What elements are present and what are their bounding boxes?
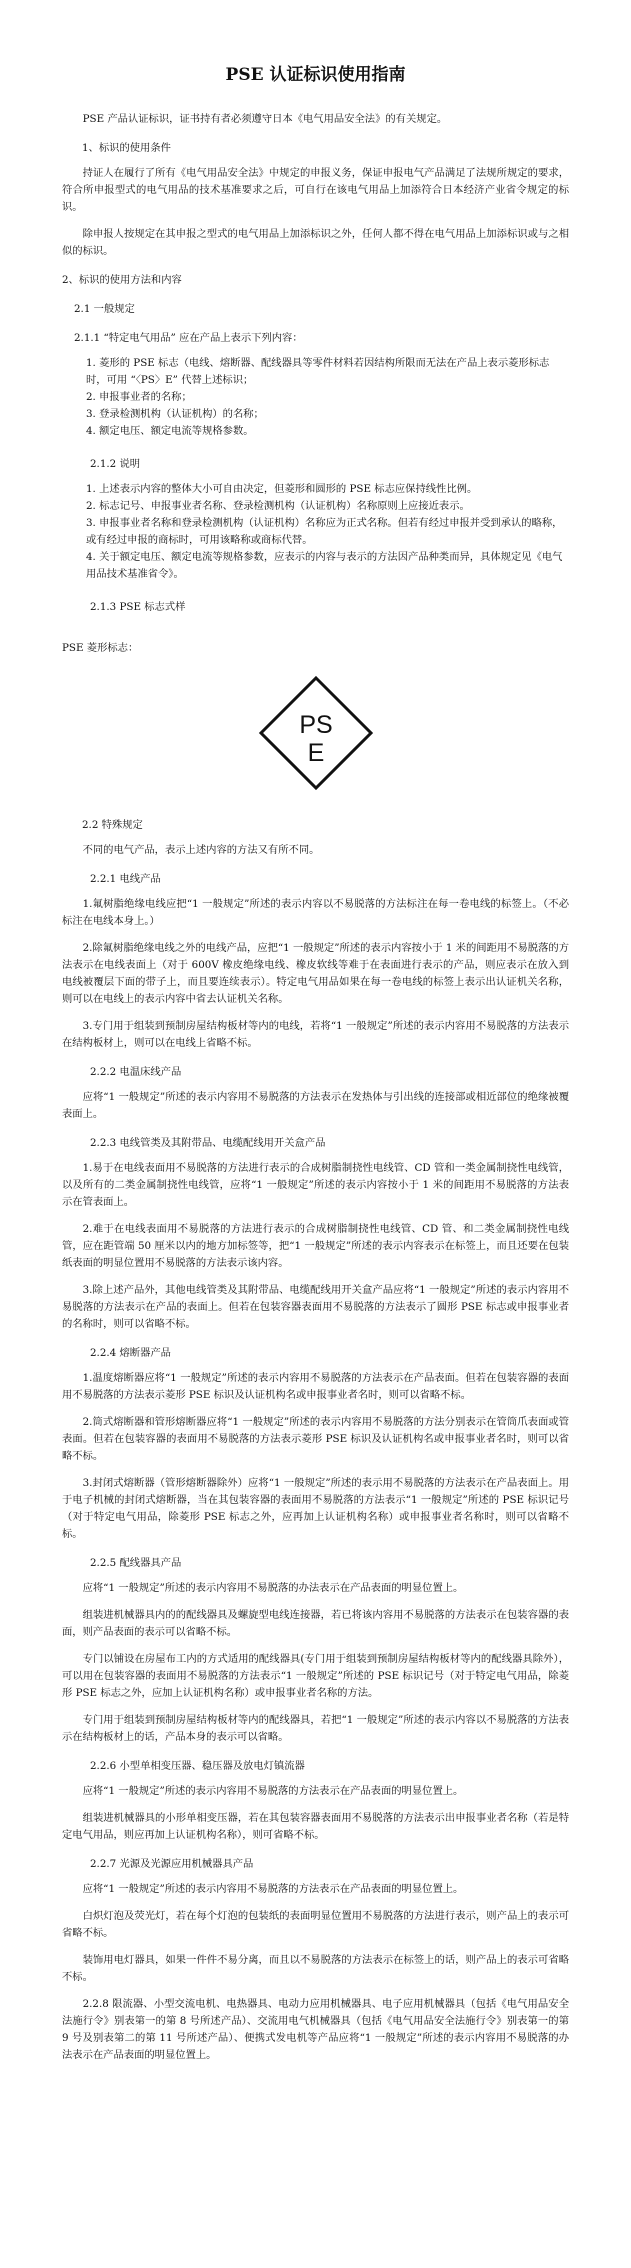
paragraph: 1.氟树脂绝缘电线应把“1 一般规定”所述的表示内容以不易脱落的方法标注在每一卷电线的标签上。（不必标注在电线本身上。）	[62, 898, 569, 927]
document-body	[62, 111, 569, 2064]
pse-diamond-icon	[258, 675, 374, 791]
paragraph: 2.筒式熔断器和管形熔断器应将“1 一般规定”所述的表示内容用不易脱落的方法分别表示在管筒爪表面或管表面。但若在包装容器的表面用不易脱落的方法表示菱形 PSE 标识及认证机构名或申报事业者名时，则可以省略不标。	[62, 1416, 569, 1462]
paragraph: 1.易于在电线表面用不易脱落的方法进行表示的合成树脂制挠性电线管、CD 管和一类金属制挠性电线管，以及所有的二类金属制挠性电线管，应将“1 一般规定”所述的表示内容按小于 1 米的间距用不易脱落的方法表示在管表面上。	[62, 1162, 569, 1208]
paragraph: 不同的电气产品，表示上述内容的方法又有所不同。	[82, 844, 320, 856]
list-item: 2. 申报事业者的名称；	[86, 391, 192, 403]
list-item: 1. 上述表示内容的整体大小可自由决定，但菱形和圆形的 PSE 标志应保持线性比例。	[86, 483, 478, 495]
paragraph: 应将“1 一般规定”所述的表示内容用不易脱落的办法表示在产品表面的明显位置上。	[82, 1582, 464, 1594]
paragraph: 3.专门用于组装到预制房屋结构板材等内的电线，若将“1 一般规定”所述的表示内容用不易脱落的方法表示在结构板材上，则可以在电线上省略不标。	[62, 1020, 569, 1049]
section-heading: 2.1.1 “特定电气用品” 应在产品上表示下列内容：	[74, 332, 303, 344]
paragraph: 应将“1 一般规定”所述的表示内容用不易脱落的方法表示在产品表面的明显位置上。	[82, 1785, 464, 1797]
paragraph: 除申报人按规定在其申报之型式的电气用品上加添标识之外，任何人都不得在电气用品上加添标识或与之相似的标识。	[62, 228, 569, 257]
section-heading: 2.2.2 电温床线产品	[90, 1066, 182, 1078]
list-item: 4. 额定电压、额定电流等规格参数。	[86, 425, 254, 437]
paragraph: 应将“1 一般规定”所述的表示内容用不易脱落的方法表示在发热体与引出线的连接部或相近部位的绝缘被覆表面上。	[62, 1091, 569, 1120]
section-heading: 2.1 一般规定	[74, 303, 135, 315]
paragraph: 3.除上述产品外，其他电线管类及其附带品、电缆配线用开关盒产品应将“1 一般规定”所述的表示内容用不易脱落的方法表示在产品的表面上。但若在包装容器表面用不易脱落的方法表示了圆形 PSE 标志或申报事业者的名称时，则可以省略不标。	[62, 1284, 569, 1330]
paragraph: 专门以铺设在房屋布工内的方式适用的配线器具(专门用于组装到预制房屋结构板材等内的配线器具除外），可以用在包装容器的表面用不易脱落的方法表示“1 一般规定”所述的 PSE 标识记号（对于特定电气用品，除菱形 PSE 标志之外，应加上认证机构名称）或申报事业者名称的方法。	[62, 1653, 569, 1699]
section-heading: 2.2 特殊规定	[82, 819, 143, 831]
section-heading: 2.1.3 PSE 标志式样	[90, 601, 186, 613]
spacer	[62, 583, 569, 587]
paragraph: 2.难于在电线表面用不易脱落的方法进行表示的合成树脂制挠性电线管、CD 管、和二类金属制挠性电线管，应在距管端 50 厘米以内的地方加标签等，把“1 一般规定”所述的表示内容表示在标签上，而且还要在包装纸表面的明显位置用不易脱落的方法表示该内容。	[62, 1223, 569, 1269]
section-heading: 2、标识的使用方法和内容	[62, 274, 182, 286]
paragraph: PSE 产品认证标识，证书持有者必须遵守日本《电气用品安全法》的有关规定。	[82, 113, 448, 125]
paragraph: 装饰用电灯器具，如果一件件不易分离，而且以不易脱落的方法表示在标签上的话，则产品上的表示可省略不标。	[62, 1954, 569, 1983]
pse-mark-line1: PS	[298, 711, 333, 739]
paragraph: 白炽灯泡及荧光灯，若在每个灯泡的包装纸的表面明显位置用不易脱落的方法进行表示，则产品上的表示可省略不标。	[62, 1910, 569, 1939]
section-heading: PSE 菱形标志：	[62, 642, 139, 654]
section-heading: 2.2.3 电线管类及其附带品、电缆配线用开关盒产品	[90, 1137, 326, 1149]
list-item: 3. 登录检测机构（认证机构）的名称；	[86, 408, 264, 420]
paragraph: 3.封闭式熔断器（管形熔断器除外）应将“1 一般规定”所述的表示用不易脱落的方法表示在产品表面上。用于电子机械的封闭式熔断器，当在其包装容器的表面用不易脱落的方法表示“1 一般规定”所述的 PSE 标识记号（对于特定电气用品，除菱形 PSE 标志之外，应再加上认证机构名称）或申报事业者名称时，则可以省略不标。	[62, 1477, 569, 1540]
pse-diamond-mark	[62, 675, 569, 795]
section-heading: 2.2.4 熔断器产品	[90, 1347, 171, 1359]
spacer	[62, 624, 569, 628]
paragraph: 持证人在履行了所有《电气用品安全法》中规定的申报义务，保证申报电气产品满足了法规所规定的要求，符合所申报型式的电气用品的技术基准要求之后，可自行在该电气用品上加添符合日本经济产业省令规定的标识。	[62, 167, 569, 213]
list-item: 2. 标志记号、申报事业者名称、登录检测机构（认证机构）名称原则上应接近表示。	[86, 500, 470, 512]
section-heading: 2.2.7 光源及光源应用机械器具产品	[90, 1858, 254, 1870]
section-heading: 2.2.6 小型单相变压器、稳压器及放电灯镇流器	[90, 1760, 305, 1772]
paragraph: 应将“1 一般规定”所述的表示内容用不易脱落的方法表示在产品表面的明显位置上。	[82, 1883, 464, 1895]
section-heading: 2.2.5 配线器具产品	[90, 1557, 182, 1569]
section-heading: 2.1.2 说明	[90, 458, 141, 470]
paragraph: 2.除氟树脂绝缘电线之外的电线产品，应把“1 一般规定”所述的表示内容按小于 1 米的间距用不易脱落的方法表示在电线表面上（对于 600V 橡皮绝缘电线、橡皮软线等难于在表面进行表示的产品，则应表示在放入到电线被覆层下面的带子上，而且要连续表示）。特定电气用品如果在每一卷电线的标签上表示出认证机关名称，则可以在电线上的表示内容中省去认证机关名称。	[62, 942, 569, 1005]
paragraph: 组装进机械器具的小形单相变压器，若在其包装容器表面用不易脱落的方法表示出申报事业者名称（若是特定电气用品，则应再加上认证机构名称），则可省略不标。	[62, 1812, 569, 1841]
spacer	[62, 440, 569, 444]
list-item: 4. 关于额定电压、额定电流等规格参数，应表示的内容与表示的方法因产品种类而异，具体规定见《电气用品技术基准省令》。	[86, 551, 563, 580]
section-heading: 2.2.1 电线产品	[90, 873, 161, 885]
paragraph: 1.温度熔断器应将“1 一般规定”所述的表示内容用不易脱落的方法表示在产品表面。但若在包装容器的表面用不易脱落的方法表示菱形 PSE 标识及认证机构名或申报事业者名时，则可以省略不标。	[62, 1372, 569, 1401]
pse-mark-line2: E	[307, 739, 324, 767]
list-item: 1. 菱形的 PSE 标志（电线、熔断器、配线器具等零件材料若因结构所限而无法在产品上表示菱形标志时，可用 “〈PS〉E” 代替上述标识；	[86, 357, 550, 386]
section-heading: 1、标识的使用条件	[82, 142, 171, 154]
paragraph: 组装进机械器具内的的配线器具及螺旋型电线连接器，若已将该内容用不易脱落的方法表示在包装容器的表面，则产品表面的表示可以省略不标。	[62, 1609, 569, 1638]
page-title: PSE 认证标识使用指南	[225, 65, 406, 85]
paragraph: 专门用于组装到预制房屋结构板材等内的配线器具，若把“1 一般规定”所述的表示内容以不易脱落的方法表示在结构板材上的话，产品本身的表示可以省略。	[62, 1714, 569, 1743]
list-item: 3. 申报事业者名称和登录检测机构（认证机构）名称应为正式名称。但若有经过申报并受到承认的略称，或有经过申报的商标时，可用该略称或商标代替。	[86, 517, 563, 546]
paragraph: 2.2.8 限流器、小型交流电机、电热器具、电动力应用机械器具、电子应用机械器具（包括《电气用品安全法施行令》别表第一的第 8 号所述产品）、交流用电气机械器具（包括《电气用品安全法施行令》别表第一的第 9 号及别表第二的第 11 号所述产品）、便携式发电机等产品应将“1 一般规定”所述的表示内容用不易脱落的办法表示在产品表面的明显位置上。	[62, 1998, 569, 2061]
